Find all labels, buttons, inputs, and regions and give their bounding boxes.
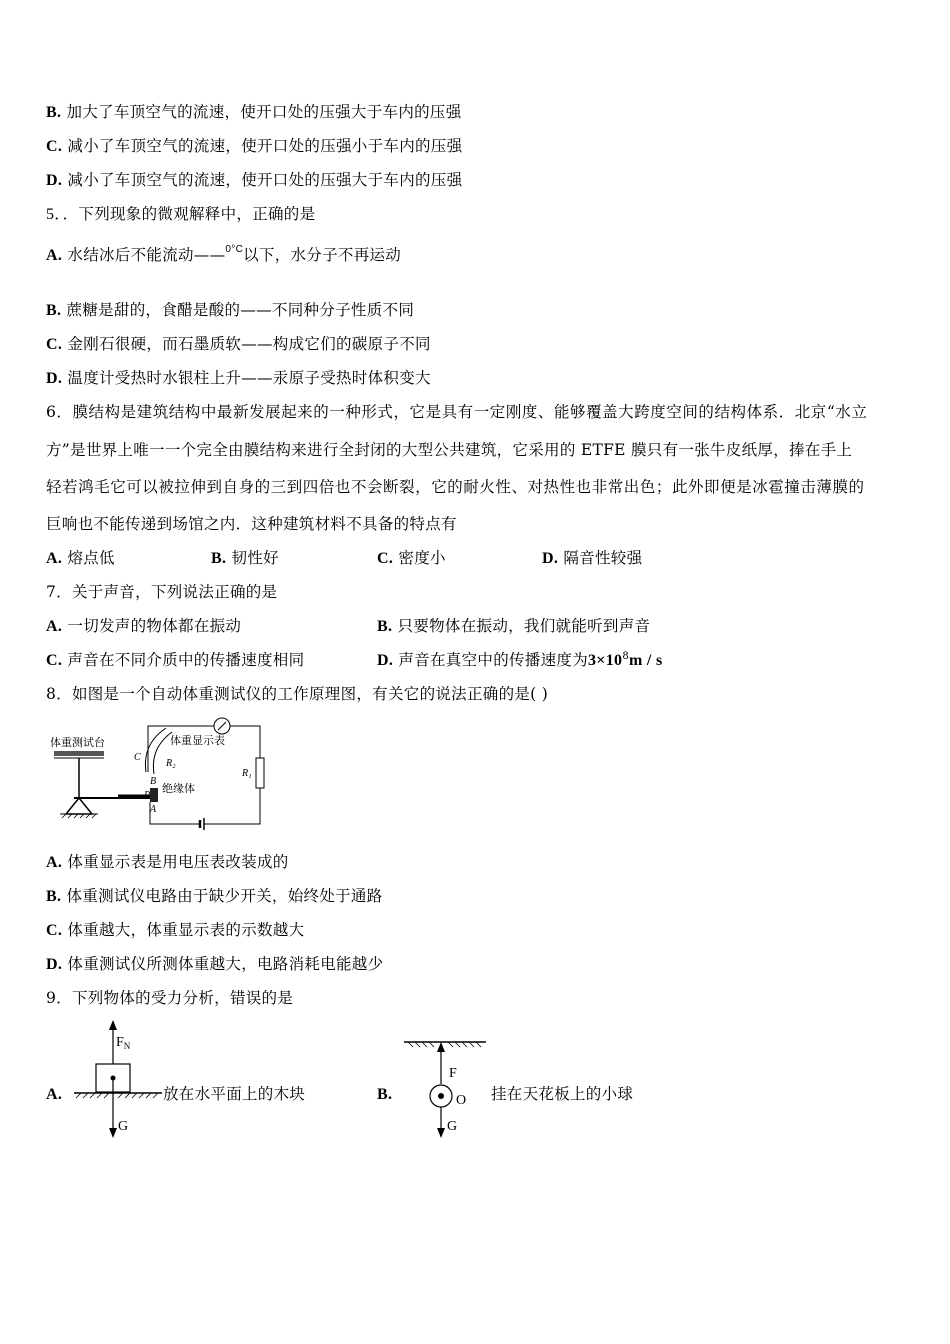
q9-stem: 9．下列物体的受力分析，错误的是 (46, 989, 294, 1007)
q7-option-a (46, 616, 241, 637)
f-label: F (449, 1066, 457, 1081)
temperature: 0°C (225, 244, 244, 255)
q7-option-d (377, 650, 663, 671)
meter-label: 体重显示表 (170, 735, 225, 747)
q8-stem: 8．如图是一个自动体重测试仪的工作原理图，有关它的说法正确的是( ) (46, 685, 549, 703)
speed-value: 3×10 (588, 652, 623, 669)
option-text: 温度计受热时水银柱上升——汞原子受热时体积变大 (67, 369, 431, 387)
r1-label: R₁ (242, 768, 252, 779)
option-label: A. (46, 618, 63, 635)
insulator-block (150, 788, 158, 802)
option-text: 水结冰后不能流动—— (67, 246, 226, 264)
option-text: 金刚石很硬，而石墨质软——构成它们的碳原子不同 (67, 335, 431, 353)
option-label: B. (377, 1086, 393, 1103)
q6-line-1: 6．膜结构是建筑结构中最新发展起来的一种形式，它是具有一定刚度、能够覆盖大跨度空间的结构体系．北京“水立 (46, 403, 868, 421)
option-label: B. (211, 550, 227, 567)
option-label: C. (46, 922, 63, 939)
arrow-down-icon (437, 1128, 445, 1138)
option-text: 减小了车顶空气的流速，使开口处的压强小于车内的压强 (67, 137, 463, 155)
option-label: D. (46, 172, 63, 189)
option-text-cont: 以下，水分子不再运动 (243, 246, 402, 264)
arrow-up-icon (109, 1020, 117, 1030)
option-label: C. (377, 550, 394, 567)
q7-option-b (377, 616, 650, 637)
option-label: D. (377, 652, 394, 669)
option-label: A. (46, 550, 63, 567)
speed-unit: m / s (629, 652, 663, 669)
insulator-label: 绝缘体 (162, 783, 195, 795)
q6-option-b (211, 548, 279, 569)
g-label: G (447, 1119, 458, 1134)
option-text: 体重测试仪电路由于缺少开关，始终处于通路 (66, 887, 383, 905)
option-text: 只要物体在振动，我们就能听到声音 (397, 617, 651, 635)
q6-line-2: 方”是世界上唯一一个完全由膜结构来进行全封闭的大型公共建筑，它采用的 ETFE 膜只有一张牛皮纸厚，捧在手上 (46, 441, 853, 459)
option-label: C. (46, 652, 63, 669)
q4-option-d (46, 170, 462, 191)
q5-option-d (46, 368, 431, 389)
option-text: 声音在不同介质中的传播速度相同 (67, 651, 305, 669)
q8-option-b (46, 886, 383, 907)
option-text: 熔点低 (67, 549, 115, 567)
option-text: 一切发声的物体都在振动 (67, 617, 242, 635)
question-number: 5． (46, 206, 63, 223)
q5-option-c (46, 334, 431, 355)
option-text: 隔音性较强 (563, 549, 643, 567)
option-label: A. (46, 1086, 63, 1103)
o-label: O (456, 1093, 467, 1108)
option-text: 加大了车顶空气的流速，使开口处的压强大于车内的压强 (66, 103, 462, 121)
option-text: 韧性好 (231, 549, 279, 567)
question-text: ．下列现象的微观解释中，正确的是 (62, 205, 316, 223)
q9-option-a-caption: 放在水平面上的木块 (163, 1085, 306, 1103)
option-text: 密度小 (398, 549, 446, 567)
arrow-up-icon (437, 1042, 445, 1052)
point-p-label: P (144, 790, 151, 801)
q8-option-a (46, 852, 289, 873)
option-label: D. (46, 956, 63, 973)
option-label: B. (377, 618, 393, 635)
q7-stem: 7．关于声音，下列说法正确的是 (46, 583, 278, 601)
option-label: C. (46, 138, 63, 155)
option-label: C. (46, 336, 63, 353)
q5-option-a (46, 245, 401, 268)
q4-option-b (46, 102, 462, 123)
option-label: D. (542, 550, 559, 567)
option-label: B. (46, 302, 62, 319)
q5-stem (46, 204, 315, 225)
q4-option-c (46, 136, 462, 157)
q6-option-c (377, 548, 446, 569)
arrow-down-icon (109, 1128, 117, 1138)
r1-resistor (256, 758, 264, 788)
option-label: D. (46, 370, 63, 387)
option-label: B. (46, 104, 62, 121)
fn-label: $F_N$ (116, 1035, 131, 1051)
option-text: 体重测试仪所测体重越大，电路消耗电能越少 (67, 955, 384, 973)
option-text: 体重越大，体重显示表的示数越大 (67, 921, 305, 939)
g-label: G (118, 1119, 129, 1134)
q5-option-b (46, 300, 414, 321)
q6-line-3: 轻若鸿毛它可以被拉伸到自身的三到四倍也不会断裂，它的耐火性、对热性也非常出色；此外即便是冰雹撞击薄膜的 (46, 478, 865, 496)
option-text: 减小了车顶空气的流速，使开口处的压强大于车内的压强 (67, 171, 463, 189)
option-label: A. (46, 247, 63, 264)
q9-option-b-label (377, 1084, 392, 1105)
q6-line-4: 巨响也不能传递到场馆之内．这种建筑材料不具备的特点有 (46, 515, 457, 533)
option-text: 声音在真空中的传播速度为 (398, 651, 588, 669)
point-c-label: C (134, 752, 141, 763)
option-label: B. (46, 888, 62, 905)
point-a-label: A (150, 804, 157, 815)
test-platform (54, 751, 104, 756)
r2-label: R₂ (166, 758, 176, 769)
speed-exponent: 8 (622, 651, 629, 662)
q8-option-c (46, 920, 304, 941)
q7-option-c (46, 650, 304, 671)
q6-option-d (542, 548, 642, 569)
q9-option-a-label (46, 1084, 62, 1105)
platform-label: 体重测试台 (50, 737, 105, 749)
hanging-ball-force-diagram (400, 1030, 490, 1144)
option-text: 蔗糖是甜的，食醋是酸的——不同种分子性质不同 (66, 301, 415, 319)
point-b-label: B (150, 776, 157, 787)
q6-option-a (46, 548, 115, 569)
q8-option-d (46, 954, 383, 975)
option-label: A. (46, 854, 63, 871)
q9-option-b-caption: 挂在天花板上的小球 (491, 1085, 634, 1103)
option-text: 体重显示表是用电压表改装成的 (67, 853, 289, 871)
weight-tester-circuit-diagram (46, 714, 286, 832)
block-on-table-force-diagram (70, 1018, 165, 1144)
